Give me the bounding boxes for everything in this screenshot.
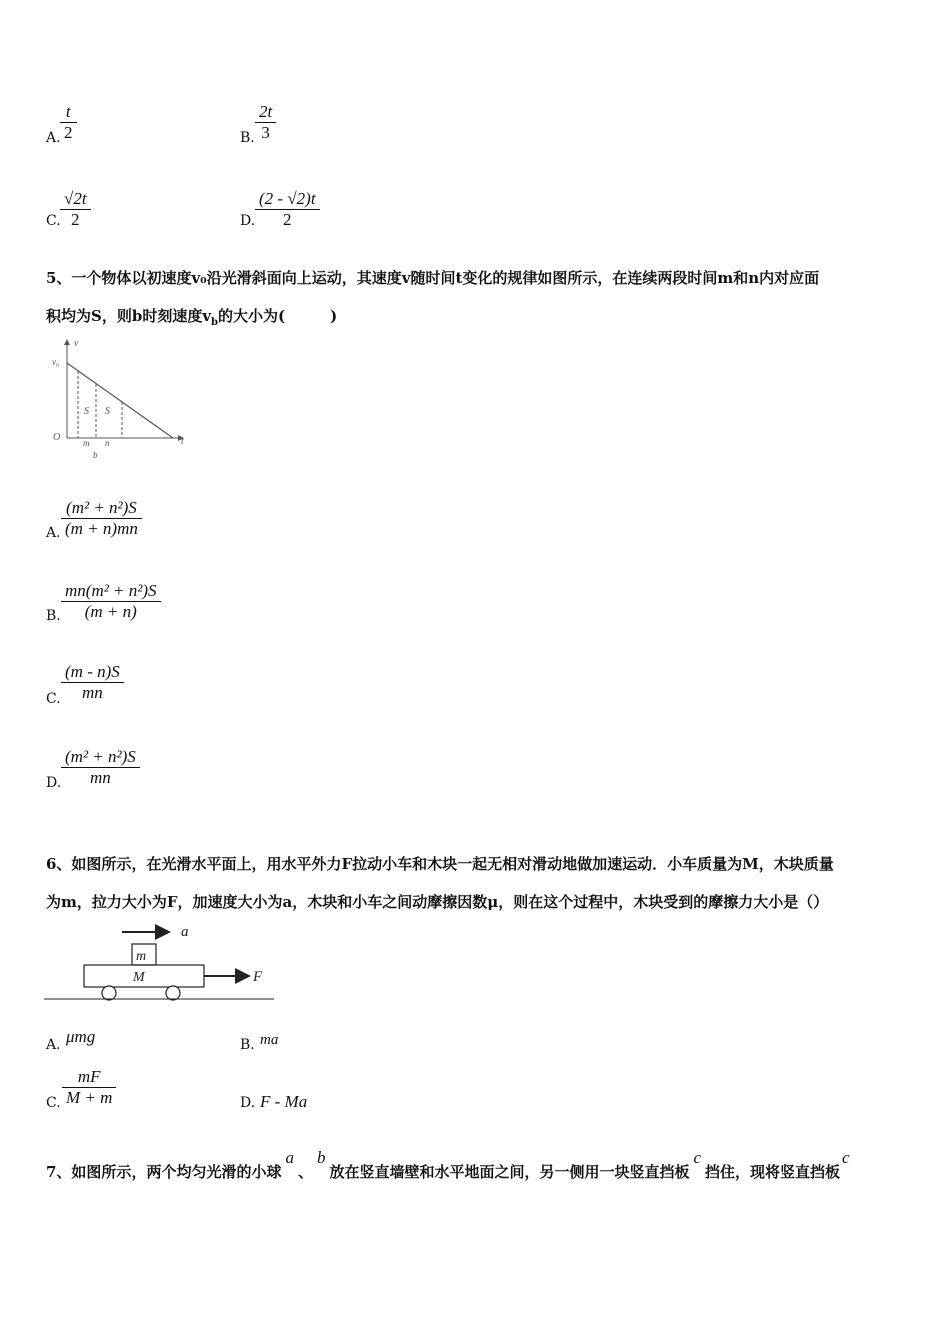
graph-t-label: t xyxy=(181,436,184,447)
q6-option-d-expression: F - Ma xyxy=(260,1092,308,1111)
graph-area-s2-label: S xyxy=(105,406,110,417)
q4-option-a-numerator: t xyxy=(65,102,71,121)
q5-option-a-fraction xyxy=(61,498,142,539)
q4-option-c-numerator: √2t xyxy=(64,189,87,208)
q5-option-b-numerator: mn(m² + n²)S xyxy=(65,581,157,600)
q6-option-b-letter: B. xyxy=(240,1037,255,1053)
q4-option-b-fraction xyxy=(255,102,276,143)
q5-stem-line2-end: 的大小为( ) xyxy=(218,307,338,325)
q5-option-d-numerator: (m² + n²)S xyxy=(65,747,136,766)
graph-n-label: n xyxy=(105,438,110,448)
q5-option-b-denominator: (m + n) xyxy=(61,601,161,622)
q7-ball-a: a xyxy=(285,1148,294,1167)
q6-option-d-letter: D. xyxy=(240,1095,256,1111)
q4-option-d-numerator: (2 - √2)t xyxy=(259,189,316,208)
q6-stem-line2: 为m，拉力大小为F，加速度大小为a，木块和小车之间动摩擦因数μ，则在这个过程中，木块受到的摩擦力大小是（） xyxy=(46,893,829,911)
q6-option-a-letter: A. xyxy=(46,1037,61,1053)
graph-area-s1-label: S xyxy=(84,406,89,417)
force-label: F xyxy=(253,969,263,985)
graph-v-label: v xyxy=(74,338,79,349)
q5-stem-line1: 5、一个物体以初速度v₀沿光滑斜面向上运动，其速度v随时间t变化的规律如图所示，在连续两段时间m和n内对应面 xyxy=(46,269,820,287)
q5-velocity-time-graph xyxy=(45,334,195,464)
q7-ball-b: b xyxy=(316,1148,326,1167)
q5-option-d-fraction xyxy=(61,747,140,788)
q6-option-c-denominator: M + m xyxy=(62,1087,116,1108)
q4-option-b-numerator: 2t xyxy=(259,102,273,121)
q4-option-a-letter: A. xyxy=(46,130,61,146)
q7-text-1: 7、如图所示，两个均匀光滑的小球 xyxy=(46,1163,282,1181)
q4-option-c-letter: C. xyxy=(46,213,61,229)
q7-board-c-2: c xyxy=(842,1148,850,1167)
q5-option-a-denominator: (m + n)mn xyxy=(61,518,142,539)
q4-option-a-denominator: 2 xyxy=(60,122,77,143)
q5-option-b-fraction xyxy=(61,581,161,622)
graph-origin-label: O xyxy=(53,432,61,443)
q4-option-c-denominator: 2 xyxy=(60,209,91,230)
q5-stem-line2-sub: b xyxy=(211,317,219,328)
block-m-label: m xyxy=(136,949,147,964)
acceleration-label: a xyxy=(181,924,189,940)
q5-option-d-letter: D. xyxy=(46,775,62,791)
q6-option-a-expression: μmg xyxy=(66,1027,96,1046)
graph-b-label: b xyxy=(93,450,98,460)
q4-option-a-fraction xyxy=(60,102,77,143)
q5-option-d-denominator: mn xyxy=(61,767,140,788)
q5-stem xyxy=(46,259,908,342)
q5-option-a-letter: A. xyxy=(46,525,61,541)
q7-text-4: 挡住，现将竖直挡板 xyxy=(705,1163,841,1181)
graph-m-label: m xyxy=(83,438,90,448)
q6-option-c-letter: C. xyxy=(46,1095,61,1111)
velocity-line xyxy=(67,363,173,438)
q5-option-c-denominator: mn xyxy=(61,682,124,703)
q6-cart-figure xyxy=(44,918,278,1004)
q5-option-a-numerator: (m² + n²)S xyxy=(66,498,137,517)
graph-v0-label: v₀ xyxy=(52,357,60,367)
q6-option-b-expression: ma xyxy=(260,1032,279,1048)
wheel-right xyxy=(166,986,180,1000)
q4-option-d-fraction xyxy=(255,189,320,230)
q5-option-c-letter: C. xyxy=(46,691,61,707)
q7-text-2: 、 xyxy=(297,1163,313,1181)
cart-M-label: M xyxy=(133,970,145,985)
q7-stem xyxy=(46,1150,916,1194)
q7-text-3: 放在竖直墙壁和水平地面之间，另一侧用一块竖直挡板 xyxy=(329,1163,690,1181)
q6-option-c-numerator: mF xyxy=(77,1067,101,1086)
q5-stem-line2-text: 积均为S，则b时刻速度v xyxy=(46,307,212,325)
q4-option-d-letter: D. xyxy=(240,213,256,229)
wheel-left xyxy=(102,986,116,1000)
q5-option-c-fraction xyxy=(61,662,124,703)
q4-option-c-fraction xyxy=(60,189,91,230)
q4-option-b-denominator: 3 xyxy=(255,122,276,143)
q4-option-b-letter: B. xyxy=(240,130,255,146)
q6-option-c-fraction xyxy=(62,1067,116,1108)
q6-stem xyxy=(46,845,908,921)
q4-option-d-denominator: 2 xyxy=(255,209,320,230)
q6-stem-line1: 6、如图所示，在光滑水平面上，用水平外力F拉动小车和木块一起无相对滑动地做加速运动．小车质量为M，木块质量 xyxy=(46,855,834,873)
q7-board-c-1: c xyxy=(693,1148,702,1167)
q5-option-c-numerator: (m - n)S xyxy=(65,662,120,681)
q5-option-b-letter: B. xyxy=(46,608,61,624)
